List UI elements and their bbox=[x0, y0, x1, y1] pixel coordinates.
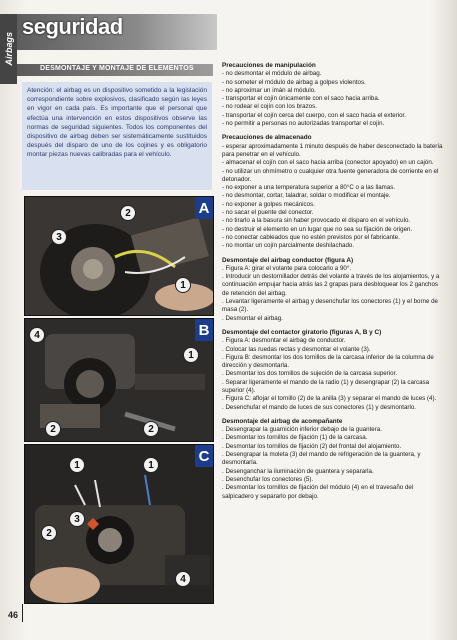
list-item: . Figura B: desmontar los dos tornillos de la carcasa inferior de la columna de dirección y desmontarla. bbox=[222, 353, 434, 370]
list-item: - no someter el módulo de airbag a golpes violentos. bbox=[222, 78, 366, 86]
callout-4: 4 bbox=[175, 571, 191, 587]
callout-2: 2 bbox=[41, 525, 57, 541]
list-item: - no aproximar un imán al módulo. bbox=[222, 86, 316, 94]
figure-b-photo bbox=[24, 318, 214, 442]
side-tab-label: Airbags bbox=[3, 32, 14, 66]
list-item: . Desmontar el airbag. bbox=[222, 314, 283, 322]
section-subheading: DESMONTAJE Y MONTAJE DE ELEMENTOS bbox=[40, 65, 194, 72]
list-item: - esperar aproximadamente 1 minuto después de haber desconectado la batería para penetrar en el vehículo. bbox=[222, 142, 443, 158]
section-heading: Desmontaje del contactor giratorio (figuras A, B y C) bbox=[222, 328, 382, 336]
section-rotary-contact bbox=[222, 329, 444, 412]
list-item: . Introducir un destornillador detrás del volante a través de los alojamientos, y a continuación empujar hacia atrás las 2 grapas para desbloquear los 2 ganchos de retención del airbag. bbox=[222, 273, 440, 297]
list-item: - no sacar el puente del conector. bbox=[222, 209, 314, 217]
figure-a-label: A bbox=[195, 197, 213, 219]
section-side-tab bbox=[0, 14, 17, 84]
list-item: - no permitir a personas no autorizadas transportar el cojín. bbox=[222, 120, 385, 128]
list-item: . Desenganchar la iluminación de guantera y separarla. bbox=[222, 467, 374, 475]
list-item: . Figura A: desmontar el airbag de conductor. bbox=[222, 337, 346, 345]
list-item: - no rodear el cojín con los brazos. bbox=[222, 103, 317, 111]
section-heading: Desmontaje del airbag conductor (figura A) bbox=[222, 256, 354, 264]
list-item: - no utilizar un ohmímetro o cualquier otra fuente generadora de corriente en el detonador. bbox=[222, 167, 439, 183]
section-storage bbox=[222, 134, 444, 250]
callout-3: 3 bbox=[51, 229, 67, 245]
section-heading: Precauciones de manipulación bbox=[222, 62, 316, 69]
section-driver-airbag bbox=[222, 257, 444, 323]
section-heading: Desmontaje del airbag de acompañante bbox=[222, 417, 343, 425]
list-item: - transportar el cojín cerca del cuerpo, con el saco hacia el exterior. bbox=[222, 111, 406, 119]
list-item: - no exponer a golpes mecánicos. bbox=[222, 200, 315, 208]
figure-a-photo bbox=[24, 196, 214, 316]
list-item: . Desenchufar el mando de luces de sus conectores (1) y desmontarlo. bbox=[222, 403, 416, 411]
list-item: . Desmontar los tornillos de fijación del módulo (4) en el travesaño del salpicadero y separarlo por debajo. bbox=[222, 484, 414, 500]
list-item: - no montar un cojín parcialmente deshilachado. bbox=[222, 242, 355, 250]
list-item: - almacenar el cojín con el saco hacia arriba (conector apoyado) en un cajón. bbox=[222, 159, 434, 167]
list-item: . Desengrapar la moleta (3) del mando de refrigeración de la guantera, y desmontarla. bbox=[222, 451, 421, 467]
list-item: . Desmontar los tornillos de fijación (1) de la carcasa. bbox=[222, 434, 368, 442]
list-item: - transportar el cojín únicamente con el saco hacia arriba. bbox=[222, 95, 380, 103]
callout-4: 4 bbox=[29, 327, 45, 343]
section-passenger-airbag bbox=[222, 418, 444, 501]
list-item: - no exponer a una temperatura superior a 80°C o a las llamas. bbox=[222, 184, 396, 192]
callout-1: 1 bbox=[183, 347, 199, 363]
list-item: . Desmontar los tornillos de fijación (2) del frontal del alojamiento. bbox=[222, 442, 402, 450]
list-item: . Levantar ligeramente el airbag y desenchufar los conectores (1) y el borne de masa (2). bbox=[222, 298, 438, 314]
list-item: - no desmontar, cortar, taladrar, soldar o modificar el montaje. bbox=[222, 192, 391, 200]
list-item: - no conectar cableados que no estén previstos por el fabricante. bbox=[222, 233, 400, 241]
list-item: . Desmontar los dos tornillos de sujeción de la carcasa superior. bbox=[222, 370, 398, 378]
section-handling bbox=[222, 62, 444, 128]
list-item: . Figura C: aflojar el tornillo (2) de la anilla (3) y separar el mando de luces (4). bbox=[222, 395, 437, 403]
list-item: - no destruir el elemento en un lugar que no sea su fijación de origen. bbox=[222, 225, 413, 233]
instructions-column bbox=[222, 62, 444, 507]
callout-2: 2 bbox=[45, 421, 61, 437]
page-title: seguridad bbox=[22, 14, 123, 39]
callout-1: 1 bbox=[69, 457, 85, 473]
figure-c-photo bbox=[24, 444, 214, 604]
list-item: . Desenchufar los conectores (5). bbox=[222, 475, 314, 483]
list-item: . Figura A: girar el volante para colocarlo a 90°. bbox=[222, 264, 352, 272]
figure-c-label: C bbox=[195, 445, 213, 467]
page-number: 46 bbox=[8, 610, 19, 620]
callout-1-b: 1 bbox=[143, 457, 159, 473]
callout-2-b: 2 bbox=[143, 421, 159, 437]
list-item: - no desmontar el módulo de airbag. bbox=[222, 70, 322, 78]
list-item: - no tirarlo a la basura sin haber provocado el disparo en el vehículo. bbox=[222, 217, 411, 225]
list-item: . Separar ligeramente el mando de la radio (1) y desengrapar (2) la carcasa superior (4). bbox=[222, 378, 430, 394]
callout-3: 3 bbox=[69, 511, 85, 527]
list-item: . Colocar las ruedas rectas y desmontar el volante (3). bbox=[222, 345, 371, 353]
callout-1: 1 bbox=[175, 277, 191, 293]
list-item: . Desengrapar la guarnición inferior debajo de la guantera. bbox=[222, 426, 382, 434]
intro-warning-box: Atención: el airbag es un dispositivo sometido a la legislación correspondiente sobre explosivos, clasificado según las leyes en vigor en cada país. Es importante que el personal que efectúa una intervención en estos dispositivos observe las normas de seguridad siguientes. Todos los componentes del dispositivo de airbag deben ser sistemáticamente sustituidos después del disparo de uno de los cojines y es obligatorio montar piezas nuevas calibradas para el vehículo. bbox=[22, 82, 212, 190]
callout-2: 2 bbox=[120, 205, 136, 221]
page-number-divider bbox=[22, 604, 23, 622]
figure-b-label: B bbox=[195, 319, 213, 341]
section-heading: Precauciones de almacenado bbox=[222, 134, 312, 142]
